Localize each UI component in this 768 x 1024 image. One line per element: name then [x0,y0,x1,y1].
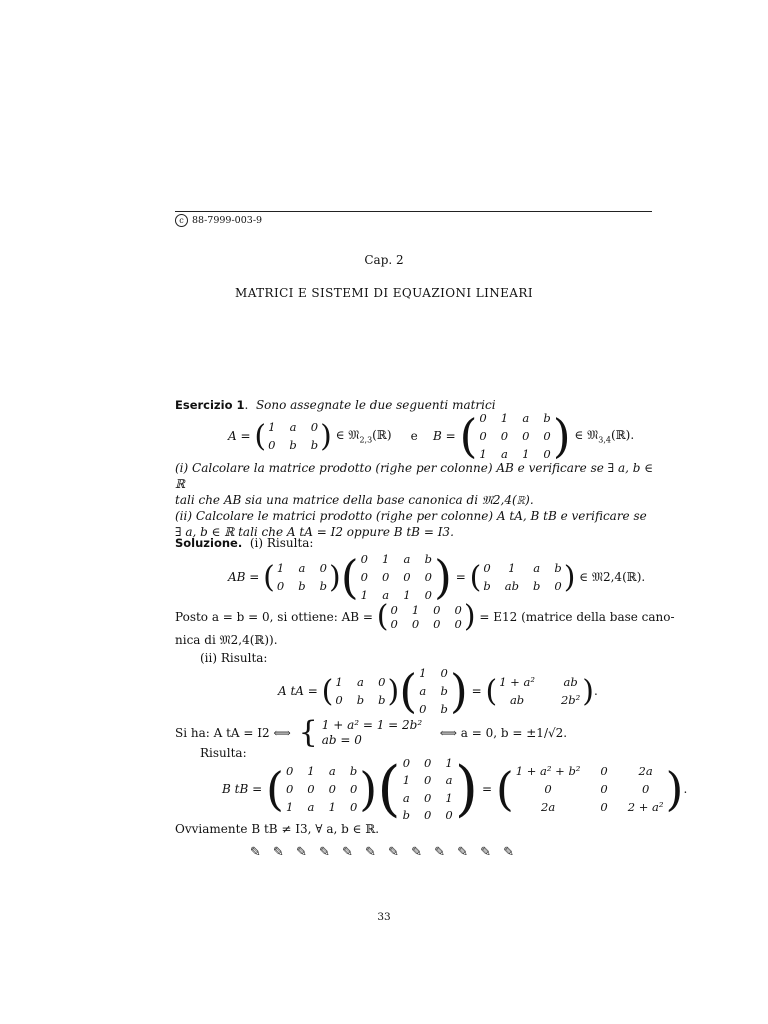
matrix-cell: 0 [641,782,650,796]
matrix-cell: 1 [522,447,530,461]
matrix-cell: a [356,675,364,690]
matrix-cell: 2a [541,800,556,814]
solution-part-ii: (ii) Risulta: [200,651,268,665]
matrix-cell: b [349,764,358,778]
matrix-cell: 0 [544,782,552,796]
isbn: 88-7999-003-9 [192,215,263,226]
matrix-cell: 0 [402,755,411,770]
si-ha: Si ha: A tA = I2 ⟺ [175,726,291,740]
matrix-cell: 0 [440,666,448,680]
matrix-cell: 0 [411,617,420,631]
matrix-cell: a [328,764,336,778]
AB-product: AB = ( 1 a 0 0 b b ) ( 0 1 a b 0 0 0 0 1 a 1 0 ) = ( 0 1 a b b ab b 0 ) ∈ 𝔐2,4(ℝ). [228,550,646,604]
matrix-A-grid [266,419,320,454]
matrix-cell: a [445,773,453,788]
matrix-cell: b [440,702,448,716]
matrix-cell: 0 [433,617,441,631]
matrix-cell: 1 [508,561,516,576]
AtA-product: A tA = ( 1 a 0 0 b b ) ( 1 0 a b 0 b ) = ( 1 + a² ab ab 2b² ) . [278,664,598,718]
matrix-cell: 0 [479,429,487,443]
Bt-matrix [401,754,455,824]
pencil-ornaments-icon: ✎ ✎ ✎ ✎ ✎ ✎ ✎ ✎ ✎ ✎ ✎ ✎ [249,845,519,860]
matrix-cell: 1 [381,552,390,566]
copyright-icon: c [175,214,188,227]
matrix-definitions: A = ( 1 a 0 0 b b ) ∈ 𝔐$_{2,3}$(ℝ) e B = ( 0 1 a b 0 0 0 0 1 a 1 0 ) ∈ 𝔐$_{3,4}$(ℝ). [228,409,635,463]
system-line: Si ha: A tA = I2 ⟺ { 1 + a² = 1 = 2b² ab = 0 ⟺ a = 0, b = ±1/√2. [175,715,568,750]
matrix-cell: 1 [268,420,276,435]
system [322,718,440,748]
matrix-B-grid [477,409,552,463]
matrix-cell: 0 [454,617,462,631]
matrix-cell: 0 [403,570,411,584]
page-number: 33 [377,911,391,923]
matrix-cell: a [533,561,541,576]
matrix-cell: a [307,800,315,814]
matrix-cell: 0 [424,570,432,584]
matrix-cell: 1 [360,588,368,602]
isbn-line [175,214,262,227]
system-result: ⟺ a = 0, b = ±1/√2. [439,726,568,740]
matrix-B-copy [359,550,434,604]
matrix-cell: 0 [424,773,432,788]
AB-result-matrix [481,560,563,595]
matrix-cell: 1 [500,411,509,425]
matrix-B-copy-2 [284,762,359,816]
BtB-left: B tB = [222,782,263,796]
matrix-cell: 0 [328,782,336,796]
part-i: (i) Calcolare la matrice prodotto (righe per colonne) AB e verificare se ∃ a, b ∈ ℝ [175,461,654,491]
matrix-cell: 0 [276,578,285,593]
exercise-heading: Esercizio 1 . Sono assegnate le due seguenti matrici [175,398,496,412]
matrix-cell: 1 [479,447,487,461]
matrix-cell: a [522,411,530,425]
matrix-cell: 0 [445,808,453,823]
matrix-cell: 1 [307,764,315,778]
matrix-cell: 1 [445,755,453,770]
matrix-cell: b [298,578,306,593]
matrix-cell: 0 [285,764,294,778]
system-eq-1: 1 + a² = 1 = 2b² [321,718,423,732]
matrix-cell: b [378,692,386,707]
matrix-cell: 0 [424,790,432,805]
matrix-cell: 0 [433,603,441,617]
matrix-cell: b [554,561,562,576]
matrix-cell: 1 [445,790,453,805]
risulta: Risulta: [200,746,247,760]
matrix-cell: a [403,552,411,566]
posto-text: Posto a = b = 0, si ottiene: AB = [175,610,373,624]
matrix-cell: 1 [419,666,427,680]
conj: e [410,429,418,443]
matrix-cell: 1 + a² + b² [515,764,581,778]
chapter-title: MATRICI E SISTEMI DI EQUAZIONI LINEARI [235,286,533,300]
AB-space: ∈ 𝔐2,4(ℝ). [579,569,646,584]
exercise-label: Esercizio 1 [175,398,245,412]
matrix-cell: ab [563,675,578,690]
matrix-cell: 1 [285,800,294,814]
matrix-cell: 0 [335,692,343,707]
matrix-cell: 0 [349,800,358,814]
matrix-cell: 1 [402,773,411,788]
matrix-cell: 0 [360,552,368,566]
matrix-cell: 0 [390,603,398,617]
matrix-cell: 1 [276,561,285,576]
chapter-label: Cap. 2 [364,253,404,267]
exercise-parts [175,460,655,540]
matrix-cell: b [289,437,297,452]
matrix-cell: b [424,552,432,566]
matrix-cell: 0 [419,702,427,716]
posto-line: Posto a = b = 0, si ottiene: AB = ( 0 1 0 0 0 0 0 0 ) = E12 (matrice della base cano- [175,599,675,634]
exercise-intro: Sono assegnate le due seguenti matrici [255,398,496,412]
matrix-cell: 0 [390,617,398,631]
matrix-cell: 0 [554,578,562,593]
At-matrix [417,664,450,718]
matrix-A: ( 1 a 0 0 b b ) [254,418,332,454]
solution-label: Soluzione. [175,536,243,550]
matrix-cell: b [440,684,448,698]
matrix-cell: 1 + a² [499,675,535,690]
matrix-cell: 1 [328,800,336,814]
matrix-B: ( 0 1 a b 0 0 0 0 1 a 1 0 ) [459,409,571,463]
matrix-cell: 0 [268,437,276,452]
part-ii-cont: ∃ a, b ∈ ℝ tali che A tA = I2 oppure B tB = I3. [175,525,454,539]
matrix-cell: b [310,437,319,452]
matrix-cell: 0 [543,447,551,461]
matrix-cell: 0 [285,782,294,796]
matrix-cell: a [289,420,297,435]
solution-heading [175,535,313,551]
matrix-cell: 0 [454,603,462,617]
matrix-cell: 0 [424,808,432,823]
matrix-cell: 1 [403,588,411,602]
E12-matrix [389,603,464,631]
matrix-cell: a [402,790,410,805]
matrix-cell: a [500,447,508,461]
matrix-cell: 0 [378,675,386,690]
matrix-A-copy [275,560,329,595]
matrix-cell: 0 [479,411,487,425]
matrix-cell: ab [509,692,525,707]
matrix-cell: 0 [600,764,608,778]
matrix-cell: 2b² [560,692,581,707]
part-i-cont: tali che AB sia una matrice della base canonica di 𝔐2,4(ℝ). [175,493,534,507]
matrix-cell: 0 [307,782,315,796]
matrix-cell: 0 [319,561,327,576]
E12-cont: nica di 𝔐2,4(ℝ)). [175,633,278,647]
solution-part-i: (i) Risulta: [249,536,314,550]
matrix-cell: b [356,692,365,707]
header-rule [175,211,652,212]
matrix-cell: b [543,411,551,425]
matrix-cell: 0 [483,561,491,576]
matrix-cell: 1 [335,675,343,690]
matrix-cell: 0 [360,570,368,584]
matrix-cell: a [419,684,427,698]
matrix-cell: 2 + a² [627,800,664,814]
matrix-cell: b [532,578,541,593]
matrix-A-copy-2 [333,674,387,709]
matrix-cell: 2a [638,764,653,778]
matrix-cell: 0 [543,429,551,443]
AtA-result-matrix [497,674,582,709]
matrix-cell: 0 [310,420,319,435]
conclusion: Ovviamente B tB ≠ I3, ∀ a, b ∈ ℝ. [175,822,380,836]
matrix-cell: b [483,578,491,593]
BtB-product: B tB = ( 0 1 a b 0 0 0 0 1 a 1 0 ) ( 0 0 1 1 0 a a 0 1 b 0 0 ) = ( 1 + a² + b² 0 2a 0 0 0 2a 0 2 + a² ) . [222,754,688,824]
matrix-cell: 0 [500,429,509,443]
matrix-cell: 0 [424,755,432,770]
system-eq-2: ab = 0 [321,733,362,747]
matrix-cell: a [382,588,390,602]
matrix-cell: 1 [411,603,420,617]
matrix-cell: 0 [522,429,530,443]
E12-text: = E12 (matrice della base cano- [479,610,675,624]
matrix-cell: 0 [424,588,432,602]
matrix-cell: 0 [381,570,390,584]
part-ii: (ii) Calcolare le matrici prodotto (righe per colonne) A tA, B tB e verificare se [175,509,647,523]
matrix-cell: 0 [600,800,608,814]
AtA-left: A tA = [278,684,318,698]
matrix-cell: 0 [349,782,358,796]
matrix-cell: b [402,808,411,823]
matrix-cell: ab [504,578,519,593]
matrix-cell: a [298,561,306,576]
matrix-cell: 0 [600,782,608,796]
BtB-result-matrix [514,762,666,816]
matrix-cell: b [319,578,327,593]
